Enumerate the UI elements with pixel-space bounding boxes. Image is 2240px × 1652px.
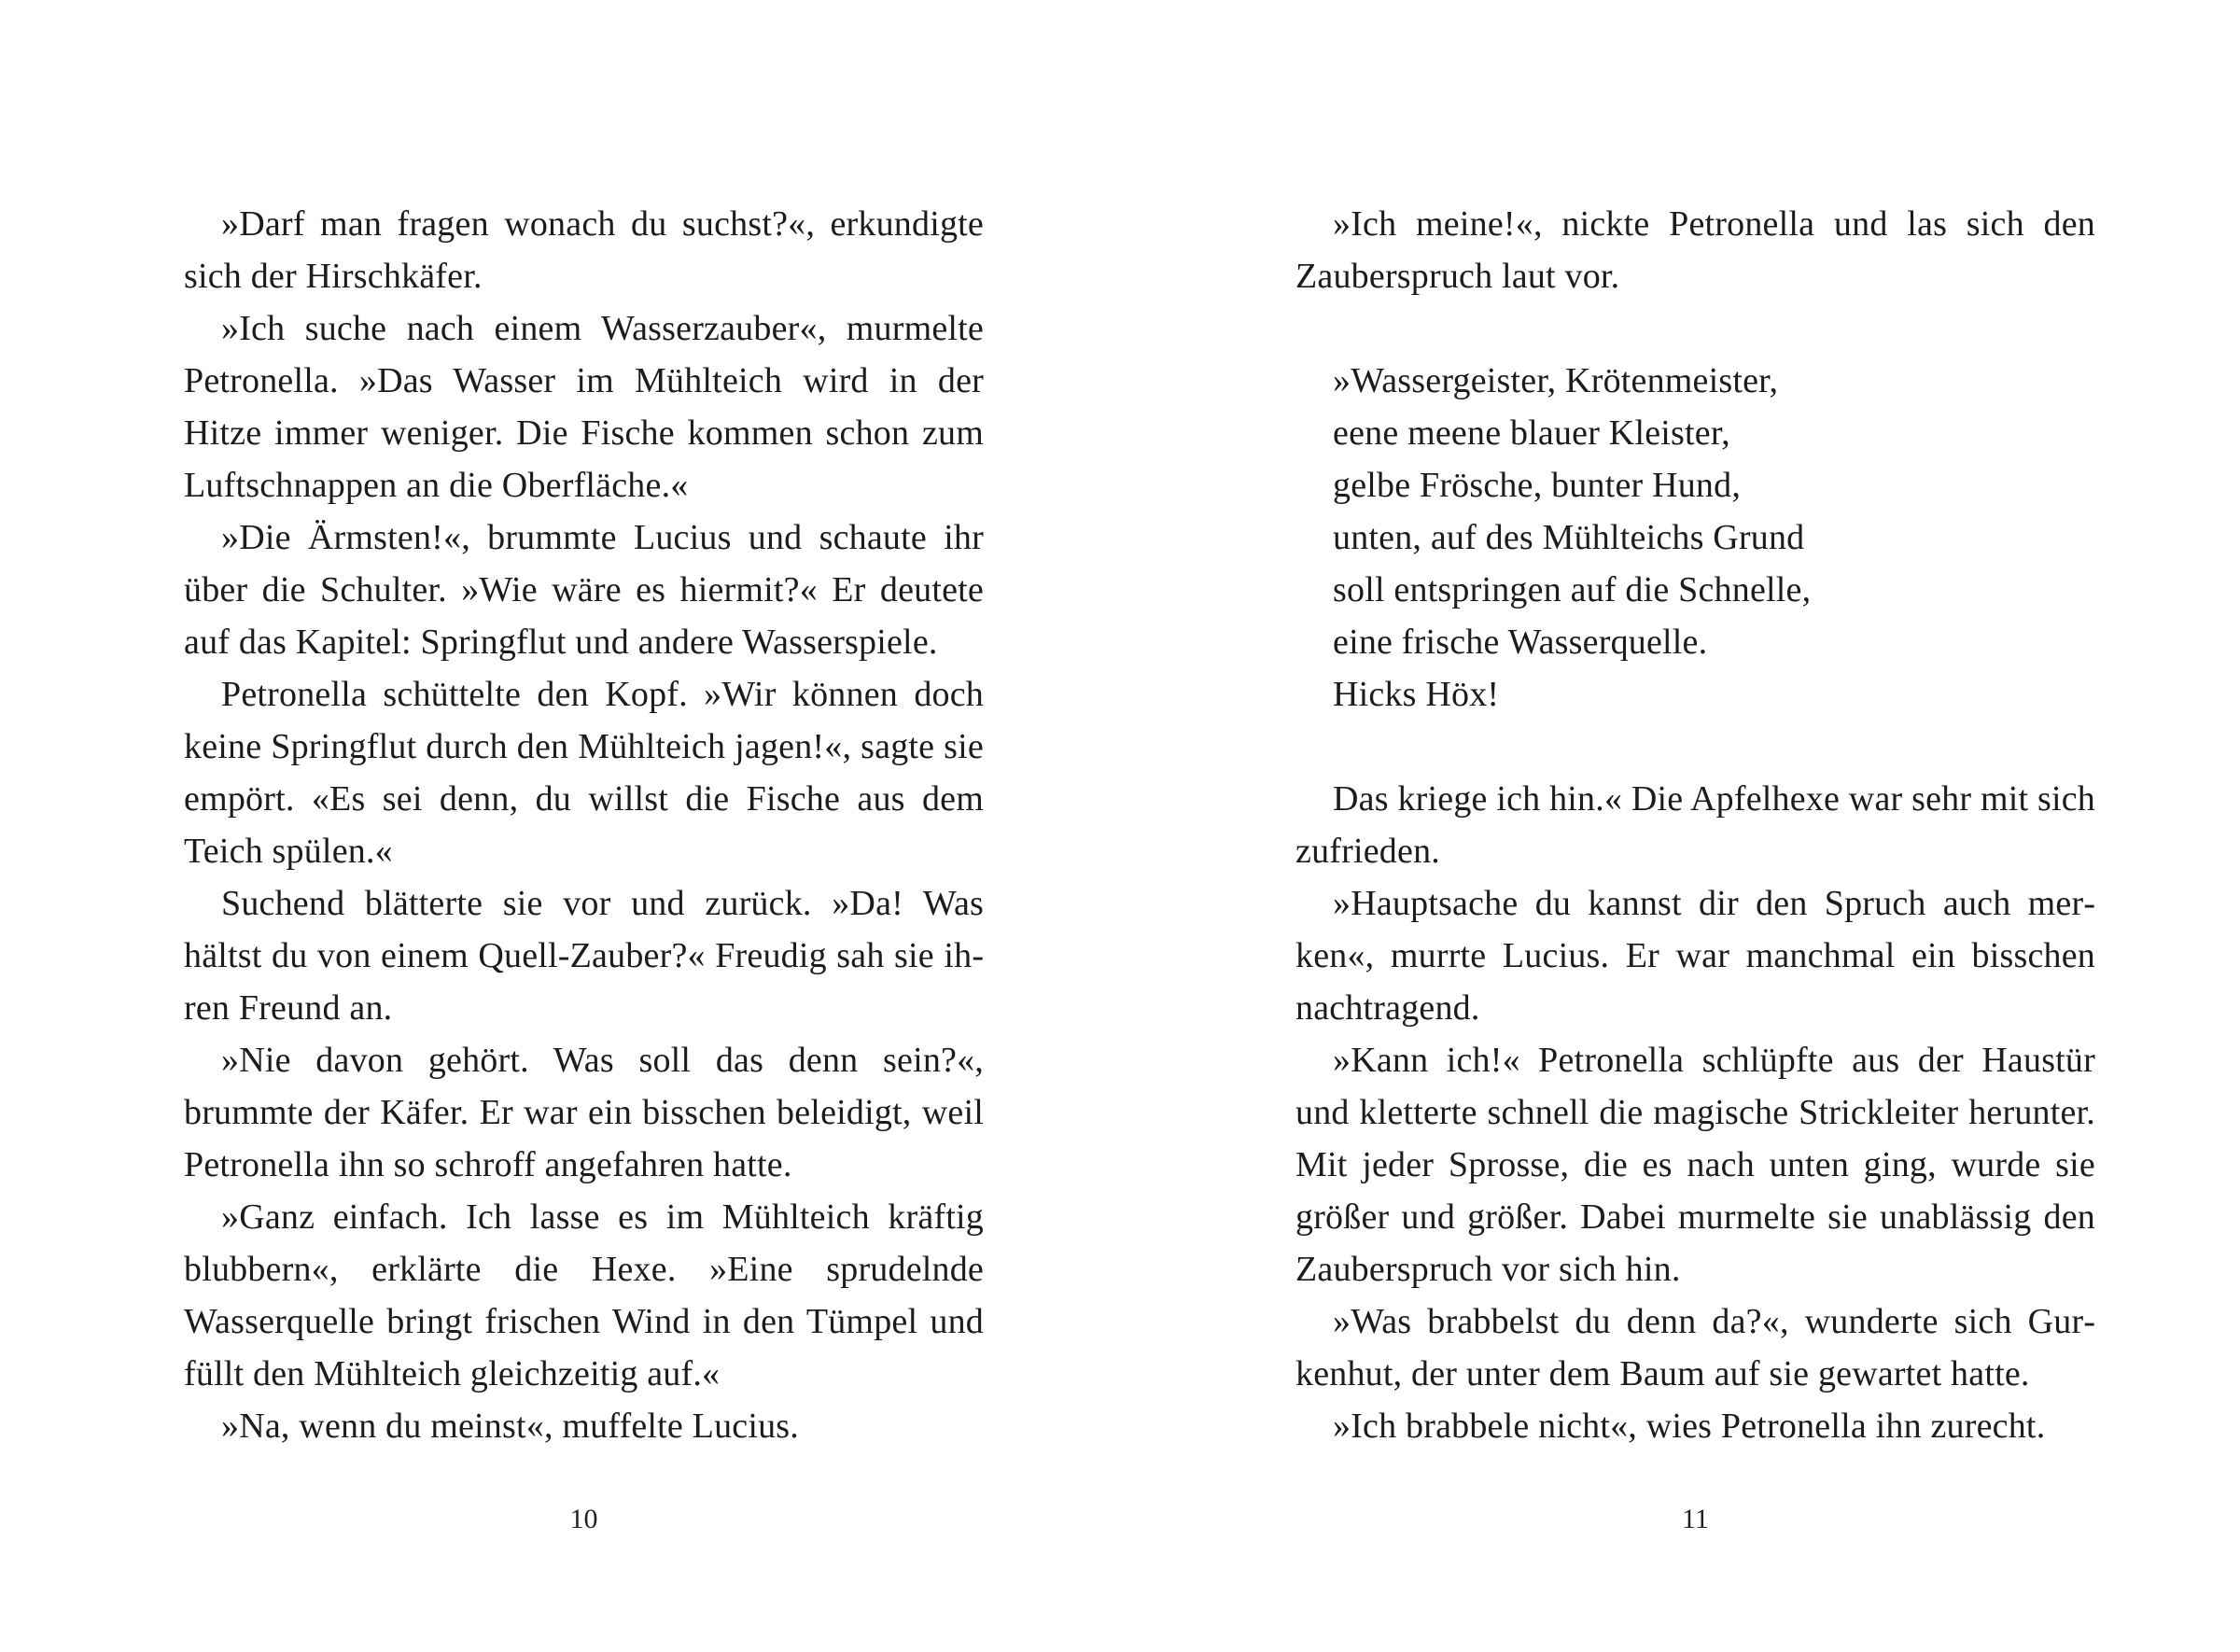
verse-line: eine frische Wasserquelle. (1333, 623, 1708, 662)
spell-verse (1333, 355, 2095, 721)
page-right (1295, 0, 2095, 1652)
page-number-left: 10 (569, 1504, 598, 1534)
paragraph: »Hauptsache du kannst dir den Spruch auch merken«, murrte Lucius. Er war manchmal ein bisschen nachtragend. (1295, 884, 2095, 1028)
paragraph: »Ich brabbele nicht«, wies Petronella ihn zurecht. (1333, 1407, 2046, 1446)
paragraph: »Darf man fragen wonach du suchst?«, erkundigte sich der Hirschkäfer. (184, 204, 984, 296)
page-right-text (1295, 198, 2095, 1452)
paragraph: »Die Ärmsten!«, brummte Lucius und schaute ihr über die Schulter. »Wie wäre es hiermit?« Er deutete auf das Kapitel: Springflut und andere Wasserspiele. (184, 518, 984, 662)
paragraph: Petronella schüttelte den Kopf. »Wir können doch keine Springflut durch den Mühlteich jagen!«, sagte sie empört. «Es sei denn, du willst die Fische aus dem Teich spülen.« (184, 675, 984, 871)
paragraph: »Ganz einfach. Ich lasse es im Mühlteich kräftig blubbern«, erklärte die Hexe. »Eine sprudelnde Wasserquelle bringt frischen Wind in den Tümpel und füllt den Mühlteich gleichzeitig auf.« (184, 1197, 984, 1393)
verse-line: Hicks Höx! (1333, 675, 1500, 714)
paragraph: »Kann ich!« Petronella schlüpfte aus der Haustür und kletterte schnell die magische Strickleiter herunter. Mit jeder Sprosse, die es nach unten ging, wurde sie größer und größer. Dabei murmelte sie unablässig den Zauberspruch vor sich hin. (1295, 1041, 2095, 1289)
paragraph: Suchend blätterte sie vor und zurück. »Da! Was hältst du von einem Quell-Zauber?« Freudig sah sie ihren Freund an. (184, 884, 984, 1028)
verse-line: gelbe Frösche, bunter Hund, (1333, 466, 1742, 505)
paragraph: Das kriege ich hin.« Die Apfelhexe war sehr mit sich zufrieden. (1295, 779, 2095, 871)
page-number-right: 11 (1682, 1504, 1709, 1534)
paragraph: »Ich suche nach einem Wasserzauber«, murmelte Petronella. »Das Wasser im Mühlteich wird in der Hitze immer weniger. Die Fische kommen schon zum Luftschnappen an die Oberfläche.« (184, 309, 984, 505)
page-left-text (184, 198, 984, 1452)
verse-line: soll entspringen auf die Schnelle, (1333, 570, 1812, 609)
paragraph: »Was brabbelst du denn da?«, wunderte sich Gurkenhut, der unter dem Baum auf sie gewartet hatte. (1295, 1302, 2095, 1393)
paragraph: »Na, wenn du meinst«, muffelte Lucius. (221, 1407, 799, 1446)
paragraph: »Nie davon gehört. Was soll das denn sein?«, brummte der Käfer. Er war ein bisschen beleidigt, weil Petronella ihn so schroff angefahren hatte. (184, 1041, 984, 1184)
verse-line: »Wassergeister, Krötenmeister, (1333, 361, 1779, 400)
verse-line: unten, auf des Mühlteichs Grund (1333, 518, 1805, 557)
verse-line: eene meene blauer Kleister, (1333, 413, 1730, 453)
page-left (184, 0, 984, 1652)
paragraph: »Ich meine!«, nickte Petronella und las sich den Zauberspruch laut vor. (1295, 204, 2095, 296)
